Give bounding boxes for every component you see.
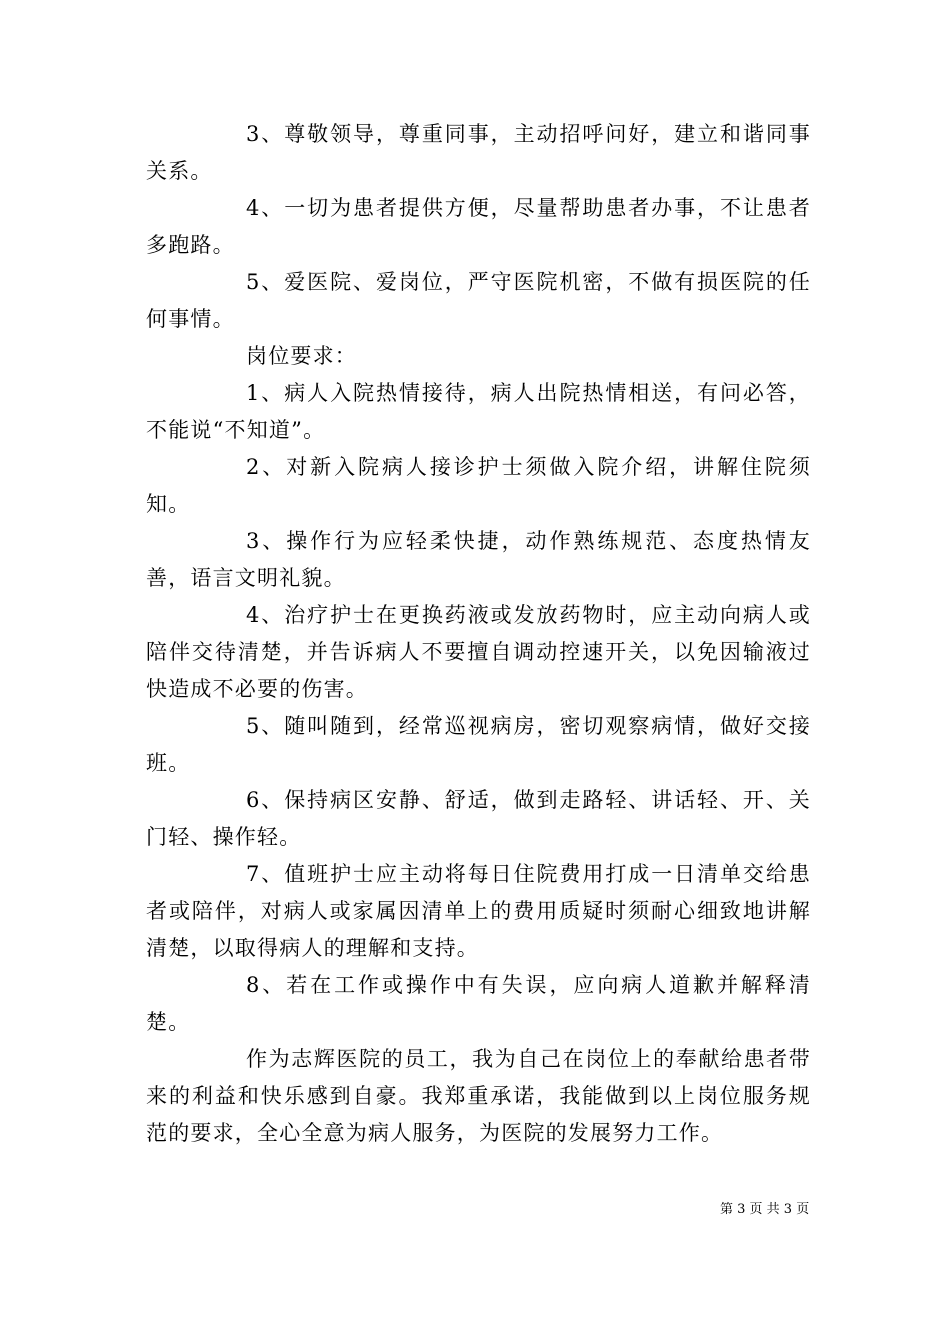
- section-heading-job-requirements: 岗位要求：: [246, 344, 357, 368]
- document-body: [146, 116, 811, 1152]
- paragraph-duty-5: 5、爱医院、爱岗位，严守医院机密，不做有损医院的任何事情。: [146, 270, 811, 331]
- paragraph-duty-4: 4、一切为患者提供方便，尽量帮助患者办事，不让患者多跑路。: [146, 196, 811, 257]
- paragraph-requirement-3: 3、操作行为应轻柔快捷，动作熟练规范、态度热情友善，语言文明礼貌。: [146, 529, 811, 590]
- paragraph-requirement-6: 6、保持病区安静、舒适，做到走路轻、讲话轻、开、关门轻、操作轻。: [146, 788, 811, 849]
- paragraph-pledge: 作为志辉医院的员工，我为自己在岗位上的奉献给患者带来的利益和快乐感到自豪。我郑重承诺，我能做到以上岗位服务规范的要求，全心全意为病人服务，为医院的发展努力工作。: [146, 1047, 811, 1145]
- paragraph-duty-3: 3、尊敬领导，尊重同事，主动招呼问好，建立和谐同事关系。: [146, 122, 811, 183]
- paragraph-requirement-7: 7、值班护士应主动将每日住院费用打成一日清单交给患者或陪伴，对病人或家属因清单上的费用质疑时须耐心细致地讲解清楚，以取得病人的理解和支持。: [146, 862, 811, 960]
- paragraph-requirement-4: 4、治疗护士在更换药液或发放药物时，应主动向病人或陪伴交待清楚，并告诉病人不要擅自调动控速开关，以免因输液过快造成不必要的伤害。: [146, 603, 811, 701]
- paragraph-requirement-2: 2、对新入院病人接诊护士须做入院介绍，讲解住院须知。: [146, 455, 811, 516]
- paragraph-requirement-8: 8、若在工作或操作中有失误，应向病人道歉并解释清楚。: [146, 973, 811, 1034]
- page-number-footer: 第 3 页 共 3 页: [720, 1202, 810, 1217]
- paragraph-requirement-5: 5、随叫随到，经常巡视病房，密切观察病情，做好交接班。: [146, 714, 811, 775]
- paragraph-requirement-1: 1、病人入院热情接待，病人出院热情相送，有问必答，不能说“不知道”。: [146, 381, 811, 442]
